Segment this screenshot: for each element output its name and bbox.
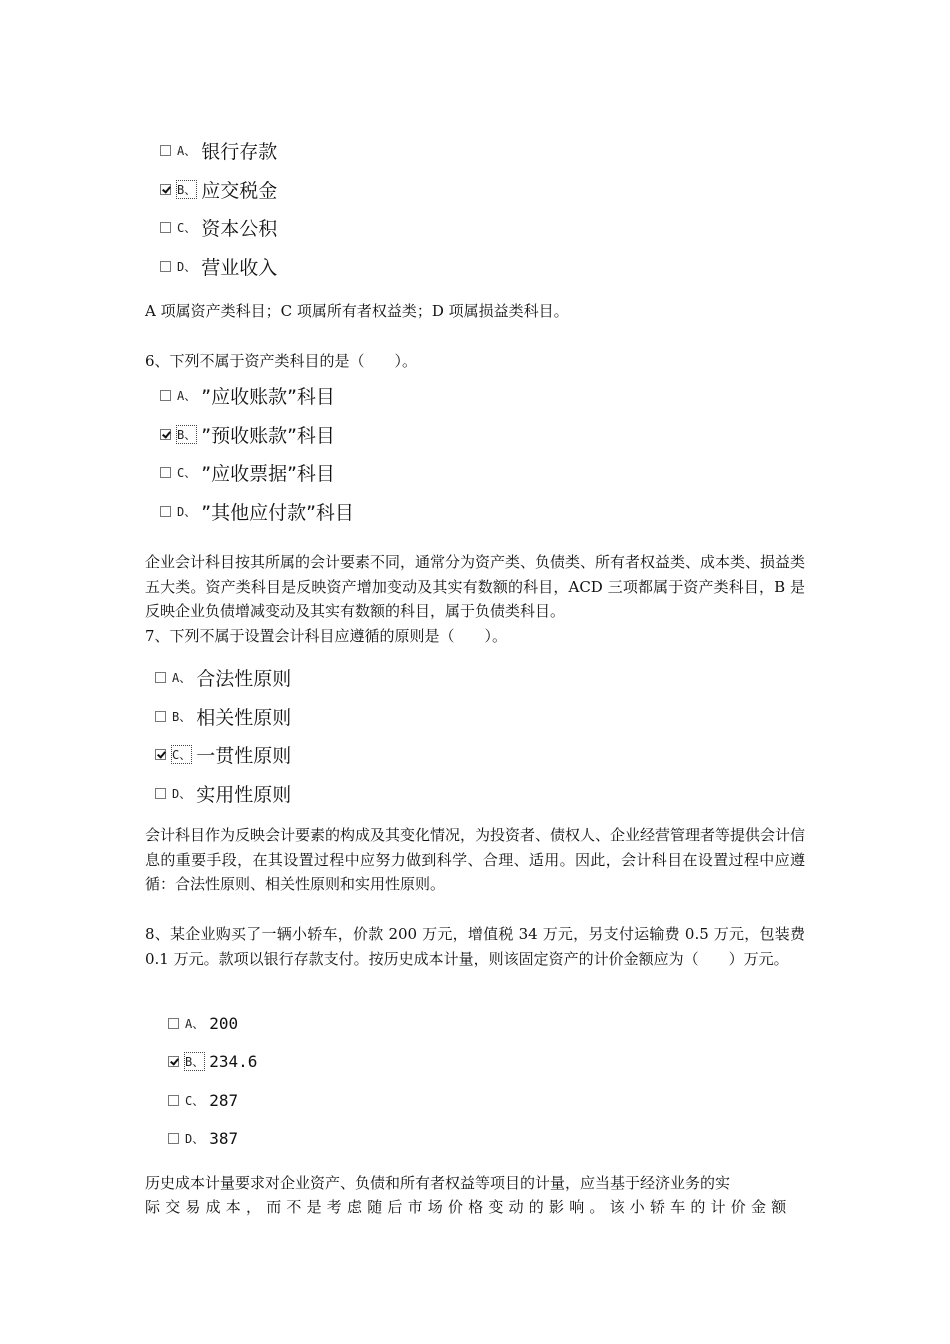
option-letter: B、 xyxy=(172,709,192,724)
q6-question: 6、下列不属于资产类科目的是（ ）。 xyxy=(145,352,418,370)
option-letter: D、 xyxy=(172,786,192,801)
q5-option-b[interactable] xyxy=(160,176,277,202)
option-text: 营业收入 xyxy=(201,256,278,279)
option-text: 200 xyxy=(209,1013,239,1033)
q7-option-d[interactable] xyxy=(155,780,291,806)
checkbox-checked[interactable] xyxy=(160,184,171,195)
checkbox[interactable] xyxy=(160,261,171,272)
q5-option-a[interactable] xyxy=(160,137,277,163)
option-letter: A、 xyxy=(177,388,197,403)
option-letter: D、 xyxy=(177,259,197,274)
checkbox[interactable] xyxy=(168,1095,179,1106)
checkbox[interactable] xyxy=(160,145,171,156)
q6-explanation: 企业会计科目按其所属的会计要素不同，通常分为资产类、负债类、所有者权益类、成本类、损益类五大类。资产类科目是反映资产增加变动及其实有数额的科目，ACD 三项都属于资产类科目，B 是反映企业负债增减变动及其实有数额的科目，属于负债类科目。 xyxy=(145,553,806,620)
option-text: ”其他应付款”科目 xyxy=(201,501,354,524)
checkbox[interactable] xyxy=(155,788,166,799)
option-text: ”预收账款”科目 xyxy=(201,424,335,447)
option-letter: C、 xyxy=(177,465,197,480)
option-letter: A、 xyxy=(172,670,192,685)
checkbox[interactable] xyxy=(160,467,171,478)
q8-explanation-line2: 际交易成本，而不是考虑随后市场价格变动的影响。该小轿车的计价金额 xyxy=(145,1198,792,1216)
q7-explanation: 会计科目作为反映会计要素的构成及其变化情况，为投资者、债权人、企业经营管理者等提供会计信息的重要手段，在其设置过程中应努力做到科学、合理、适用。因此，会计科目在设置过程中应遵循：合法性原则、相关性原则和实用性原则。 xyxy=(145,826,806,893)
q6-option-d[interactable] xyxy=(160,498,354,524)
option-letter: D、 xyxy=(185,1131,205,1146)
q5-option-c[interactable] xyxy=(160,214,277,240)
q5-explanation: A 项属资产类科目；C 项属所有者权益类；D 项属损益类科目。 xyxy=(145,302,569,320)
option-text: 应交税金 xyxy=(201,179,278,202)
option-text: 实用性原则 xyxy=(196,783,292,806)
q7-question: 7、下列不属于设置会计科目应遵循的原则是（ ）。 xyxy=(145,627,508,645)
option-letter: B、 xyxy=(185,1054,205,1069)
checkbox[interactable] xyxy=(155,672,166,683)
q8-option-b[interactable] xyxy=(168,1048,257,1074)
q6-option-b[interactable] xyxy=(160,421,335,447)
checkbox[interactable] xyxy=(160,506,171,517)
option-letter: C、 xyxy=(185,1093,205,1108)
q8-question: 8、某企业购买了一辆小轿车，价款 200 万元，增值税 34 万元，另支付运输费 0.5 万元，包装费 0.1 万元。款项以银行存款支付。按历史成本计量，则该固定资产的计价金额应为（ ）万元。 xyxy=(145,925,805,968)
option-text: 合法性原则 xyxy=(196,667,292,690)
q8-option-a[interactable] xyxy=(168,1010,238,1036)
option-text: 一贯性原则 xyxy=(196,744,292,767)
q6-option-a[interactable] xyxy=(160,382,335,408)
q6-option-c[interactable] xyxy=(160,459,335,485)
checkbox[interactable] xyxy=(160,222,171,233)
option-text: 387 xyxy=(209,1128,239,1148)
option-text: ”应收账款”科目 xyxy=(201,385,335,408)
q8-option-d[interactable] xyxy=(168,1125,238,1151)
q7-option-a[interactable] xyxy=(155,664,291,690)
checkbox[interactable] xyxy=(160,390,171,401)
option-letter: D、 xyxy=(177,504,197,519)
option-letter: A、 xyxy=(185,1016,205,1031)
q7-option-b[interactable] xyxy=(155,703,291,729)
checkbox[interactable] xyxy=(168,1018,179,1029)
option-letter: B、 xyxy=(177,427,197,442)
checkbox[interactable] xyxy=(168,1133,179,1144)
option-text: 相关性原则 xyxy=(196,706,292,729)
checkbox[interactable] xyxy=(155,711,166,722)
option-letter: B、 xyxy=(177,182,197,197)
option-text: 287 xyxy=(209,1090,239,1110)
option-text: 234.6 xyxy=(209,1051,258,1071)
checkbox-checked[interactable] xyxy=(155,749,166,760)
option-letter: C、 xyxy=(172,747,192,762)
option-text: 银行存款 xyxy=(201,140,278,163)
checkbox-checked[interactable] xyxy=(160,429,171,440)
q7-option-c[interactable] xyxy=(155,741,291,767)
q5-option-d[interactable] xyxy=(160,253,277,279)
option-text: ”应收票据”科目 xyxy=(201,462,335,485)
checkbox-checked[interactable] xyxy=(168,1056,179,1067)
option-letter: C、 xyxy=(177,220,197,235)
q8-option-c[interactable] xyxy=(168,1087,238,1113)
q8-explanation-line1: 历史成本计量要求对企业资产、负债和所有者权益等项目的计量，应当基于经济业务的实 xyxy=(145,1174,731,1192)
option-text: 资本公积 xyxy=(201,217,278,240)
option-letter: A、 xyxy=(177,143,197,158)
